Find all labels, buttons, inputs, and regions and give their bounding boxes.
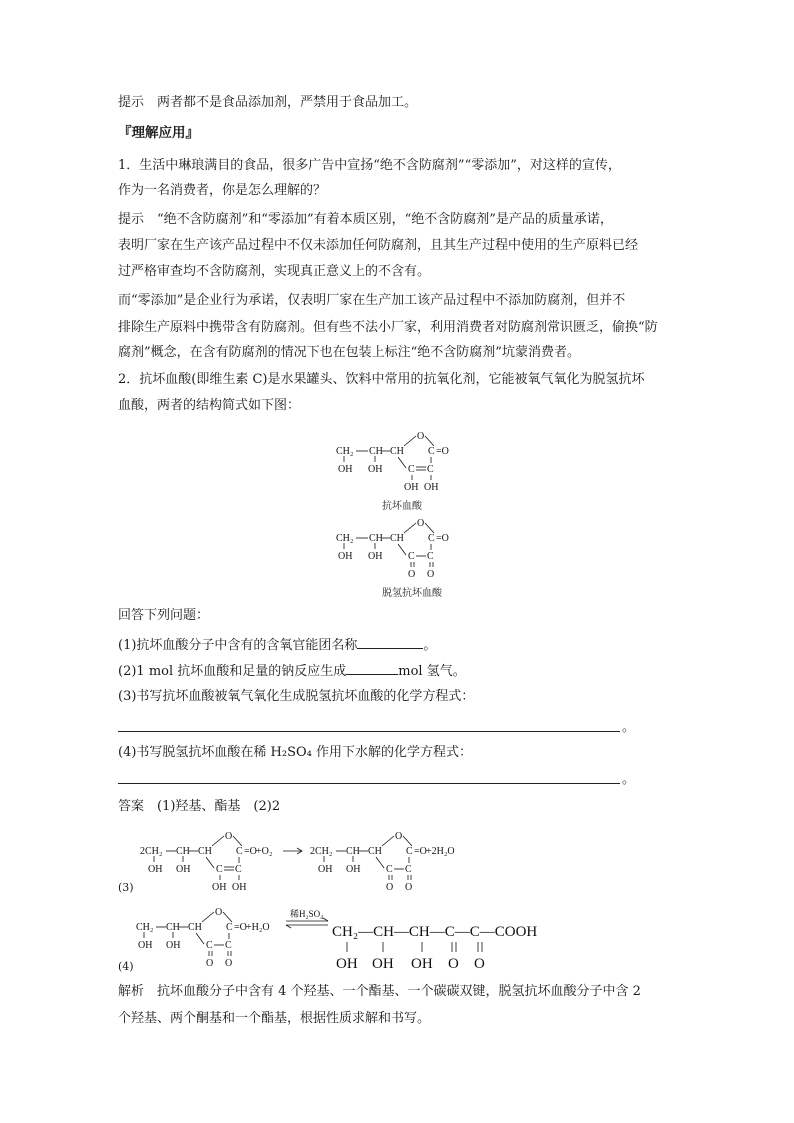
sub-question-2-text-b: mol 氢气。 — [398, 664, 466, 679]
sub-question-1-text: (1)抗坏血酸分子中含有的含氧官能团名称 — [118, 638, 358, 653]
q1-hint-line-2: 表明厂家在生产该产品过程中不仅未添加任何防腐剂，且其生产过程中使用的生产原料已经 — [118, 238, 639, 253]
svg-text:C: C — [406, 846, 413, 857]
svg-text:稀H₂SO₄: 稀H₂SO₄ — [290, 909, 324, 919]
svg-text:=O: =O — [234, 922, 247, 933]
svg-text:CH: CH — [369, 533, 383, 544]
svg-text:C: C — [427, 464, 434, 475]
svg-text:OH: OH — [404, 482, 419, 493]
equation-4-label: (4) — [118, 960, 134, 973]
analysis-line-1: 解析 抗坏血酸分子中含有 4 个羟基、一个酯基、一个碳碳双键，脱氢抗坏血酸分子中含 2 — [118, 984, 641, 999]
hint-text: 提示 两者都不是食品添加剂，严禁用于食品加工。 — [118, 95, 418, 110]
svg-text:OH: OH — [212, 882, 227, 892]
svg-text:C: C — [235, 864, 242, 875]
svg-text:O: O — [206, 958, 214, 969]
q1-hint-line-4: 而“零添加”是企业行为承诺，仅表明厂家在生产加工该产品过程中不添加防腐剂，但并不 — [118, 293, 626, 308]
equation-4 — [118, 902, 568, 974]
svg-text:O: O — [427, 569, 435, 580]
analysis-line-2: 个羟基、两个酮基和一个酯基，根据性质求解和书写。 — [118, 1011, 431, 1026]
svg-text:C: C — [225, 940, 232, 951]
svg-text:OH: OH — [368, 551, 383, 562]
svg-text:O: O — [395, 831, 403, 842]
svg-text:CH₂—CH—CH—C—C—COOH: CH₂—CH—CH—C—C—COOH — [332, 924, 538, 940]
svg-text:O: O — [417, 518, 425, 529]
svg-text:+O₂: +O₂ — [256, 846, 273, 857]
svg-text:OH: OH — [424, 482, 439, 493]
svg-text:O: O — [408, 569, 416, 580]
svg-text:CH: CH — [166, 922, 180, 933]
sub-question-3: (3)书写抗坏血酸被氧气氧化生成脱氢抗坏血酸的化学方程式： — [118, 689, 475, 704]
svg-text:OH: OH — [166, 940, 181, 951]
svg-text:OH: OH — [232, 882, 247, 892]
svg-text:O: O — [225, 958, 233, 969]
equation-3-label: (3) — [118, 881, 134, 894]
svg-text:C: C — [427, 551, 434, 562]
svg-text:2CH₂: 2CH₂ — [140, 846, 163, 857]
svg-text:OH: OH — [368, 464, 383, 475]
sub-question-1 — [118, 634, 436, 655]
svg-text:CH: CH — [390, 446, 404, 457]
svg-text:C: C — [428, 446, 435, 457]
equation-3 — [138, 826, 483, 892]
svg-text:C: C — [226, 922, 233, 933]
svg-text:O: O — [474, 956, 485, 972]
svg-text:CH: CH — [188, 922, 202, 933]
svg-text:C: C — [206, 940, 213, 951]
svg-text:CH: CH — [198, 846, 212, 857]
svg-text:CH₂: CH₂ — [336, 533, 354, 544]
q1-hint-line-3: 过严格审查均不含防腐剂，实现真正意义上的不含有。 — [118, 264, 431, 279]
svg-text:C: C — [386, 864, 393, 875]
svg-text:C: C — [405, 864, 412, 875]
answer-line: 答案 (1)羟基、酯基 (2)2 — [118, 799, 281, 814]
svg-text:C: C — [428, 533, 435, 544]
svg-text:+2H₂O: +2H₂O — [426, 846, 455, 857]
svg-text:OH: OH — [336, 956, 358, 972]
svg-text:OH: OH — [338, 551, 353, 562]
svg-text:O: O — [215, 907, 223, 918]
svg-text:+H₂O: +H₂O — [246, 922, 270, 933]
svg-text:C: C — [408, 551, 415, 562]
svg-text:=O: =O — [436, 533, 449, 544]
answer-line-3[interactable] — [118, 731, 620, 732]
sub-question-2 — [118, 660, 466, 681]
svg-text:OH: OH — [411, 956, 433, 972]
svg-text:=O: =O — [414, 846, 427, 857]
sub-question-4: (4)书写脱氢抗坏血酸在稀 H₂SO₄ 作用下水解的化学方程式： — [118, 745, 473, 760]
caption-dehydroascorbic-acid: 脱氢抗坏血酸 — [382, 588, 442, 599]
caption-ascorbic-acid: 抗坏血酸 — [382, 501, 422, 512]
svg-text:C: C — [216, 864, 223, 875]
answer-line-4-period: 。 — [622, 772, 636, 787]
sub-question-2-text-a: (2)1 mol 抗坏血酸和足量的钠反应生成 — [118, 664, 347, 679]
sub-question-1-end: 。 — [423, 638, 437, 653]
svg-text:C: C — [236, 846, 243, 857]
svg-text:OH: OH — [338, 464, 353, 475]
svg-text:CH₂: CH₂ — [136, 922, 154, 933]
q2-line-1: 2．抗坏血酸(即维生素 C)是水果罐头、饮料中常用的抗氧化剂，它能被氧气氧化为脱氢抗坏 — [118, 372, 645, 387]
svg-text:OH: OH — [148, 864, 163, 875]
svg-text:OH: OH — [346, 864, 361, 875]
svg-text:O: O — [405, 882, 413, 892]
answer-line-3-period: 。 — [622, 720, 636, 735]
ascorbic-acid-structure — [330, 426, 470, 496]
blank-2[interactable] — [346, 660, 398, 675]
q1-line-1: 1．生活中琳琅满目的食品，很多广告中宣扬“绝不含防腐剂”“零添加”，对这样的宣传， — [118, 158, 621, 173]
svg-text:CH₂: CH₂ — [336, 446, 354, 457]
svg-text:OH: OH — [318, 864, 333, 875]
q2-line-2: 血酸，两者的结构简式如下图： — [118, 398, 301, 413]
svg-text:OH: OH — [138, 940, 153, 951]
svg-text:2CH₂: 2CH₂ — [310, 846, 333, 857]
svg-text:O: O — [448, 956, 459, 972]
q1-hint-line-5: 排除生产原料中携带含有防腐剂。但有些不法小厂家，利用消费者对防腐剂常识匮乏，偷换“防 — [118, 320, 658, 335]
answer-line-4[interactable] — [118, 783, 620, 784]
blank-1[interactable] — [357, 634, 423, 649]
svg-text:O: O — [417, 431, 425, 442]
svg-text:O: O — [386, 882, 394, 892]
svg-text:=O: =O — [244, 846, 257, 857]
svg-text:C: C — [408, 464, 415, 475]
svg-text:CH: CH — [369, 446, 383, 457]
svg-text:O: O — [225, 831, 233, 842]
svg-text:CH: CH — [368, 846, 382, 857]
svg-text:OH: OH — [372, 956, 394, 972]
svg-text:CH: CH — [390, 533, 404, 544]
svg-text:CH: CH — [346, 846, 360, 857]
svg-text:=O: =O — [436, 446, 449, 457]
q1-hint-line-6: 腐剂”概念，在含有防腐剂的情况下也在包装上标注“绝不含防腐剂”坑蒙消费者。 — [118, 345, 580, 360]
dehydroascorbic-acid-structure — [330, 513, 470, 583]
svg-text:CH: CH — [176, 846, 190, 857]
section-title: 『理解应用』 — [118, 125, 199, 141]
q1-hint-line-1: 提示 “绝不含防腐剂”和“零添加”有着本质区别，“绝不含防腐剂”是产品的质量承诺， — [118, 212, 613, 227]
svg-text:OH: OH — [176, 864, 191, 875]
answer-intro: 回答下列问题： — [118, 608, 210, 623]
q1-line-2: 作为一名消费者，你是怎么理解的？ — [118, 183, 327, 198]
